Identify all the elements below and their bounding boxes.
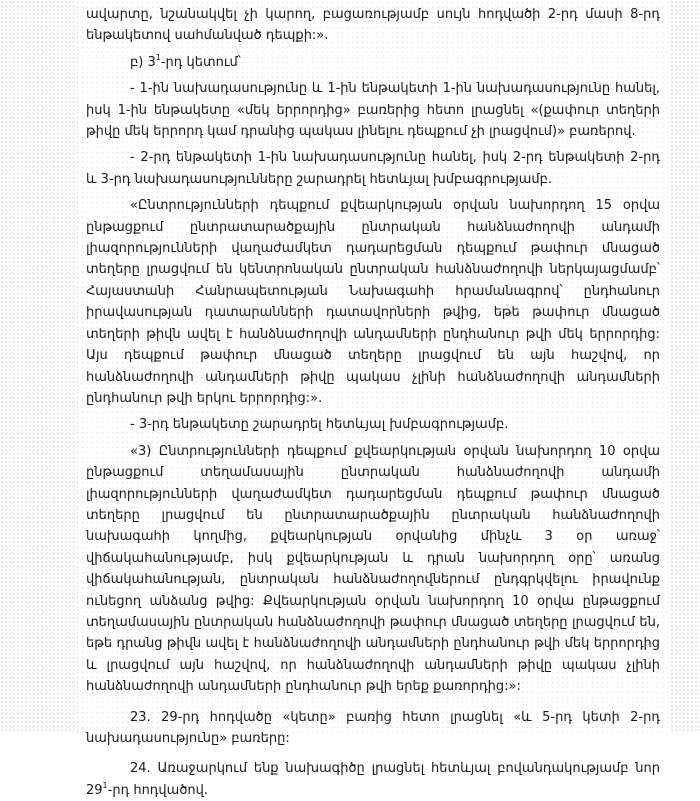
article-24-suffix: -րդ հոդվածով. [107, 782, 209, 798]
dash-item-2: - 2-րդ ենթակետի 1-ին նախադասությունը հանել, իսկ 2-րդ ենթակետի 2-րդ և 3-րդ նախադասությունները շարադրել հետևյալ խմբագրությամբ. [86, 150, 660, 187]
quoted-paragraph-2: «3) Ընտրությունների դեպքում քվեարկության օրվան նախորդող 10 օրվա ընթացքում տեղամասային ընտրական հանձնաժողովի անդամի լիազորությունների վաղաժամկետ դադարեցման դեպքում թափուր մնացած տեղերը լրացվում են ընտրատարածքային ընտրական հանձնաժողովի նախագահի կողմից, քվեարկության օրվանից մինչև 3 օր առաջ՝ վիճակահանությամբ, իսկ քվեարկության և դրան նախորդող օրը՝ առանց վիճակահանության, ընտրական հանձնաժողովներում ընդգրկվելու իրավունք ունեցող անձանց թվից: Քվեարկության օրվան նախորդող 10 օրվա ընթացքում տեղամասային ընտրական հանձնաժողովի թափուր մնացած տեղերը լրացվում են, եթե դրանց թիվն ավել է հանձնաժողովի անդամների ընդհանուր թվի մեկ երրորդից և լրացվում այն հաշվով, որ հանձնաժողովի անդամների թիվը պակաս չլինի հանձնաժողովի անդամների ընդհանուր թվի երեք քառորդից:»: [86, 443, 660, 695]
article-24-amendment [86, 758, 660, 801]
subsection-b-prefix: բ) 3 [130, 54, 156, 70]
superscript-1: 1 [155, 52, 161, 62]
subsection-b-suffix: -րդ կետում՝ [160, 54, 241, 70]
article-23-amendment: 23. 29-րդ հոդվածը «կետը» բառից հետո լրացնել «և 5-րդ կետի 2-րդ նախադասությունը» բառերը: [86, 709, 660, 746]
paragraph-continuation: ավարտը, նշանակվել չի կարող, բացառությամբ սույն հոդվածի 2-րդ մասի 8-րդ ենթակետով սահմանված դեպքի:». [86, 7, 660, 44]
dash-item-1: - 1-ին նախադասությունը և 1-ին ենթակետի 1-ին նախադասությունը հանել, իսկ 1-ին ենթակետը «մեկ երրորդից» բառերից հետո լրացնել «(քափուր տեղերի թիվը մեկ երրորդ կամ դրանից պակաս լինելու դեպքում չի լրացվում)» բառերով. [86, 81, 660, 140]
article-24-prefix: 24. Առաջարկում ենք նախագիծը լրացնել հետևյալ բովանդակությամբ նոր 29 [86, 761, 660, 798]
quoted-paragraph-1: «Ընտրությունների դեպքում քվեարկության օրվան նախորդող 15 օրվա ընթացքում ընտրատարածքային ընտրական հանձնաժողովի անդամի լիազորությունների վաղաժամկետ դադարեցման դեպքում թափուր մնացած տեղերը լրացվում են կենտրոնական ընտրական հանձնաժողովի ներկայացմամբ՝ Հայաստանի Հանրապետության Նախագահի հրամանագրով՝ ընդհանուր իրավասության դատարանների դատավորների թվից, եթե թափուր մնացած տեղերի թիվն ավել է հանձնաժողովի անդամների ընդհանուր թվի մեկ երրորդից: Այս դեպքում թափուր մնացած տեղերը լրացվում են այն հաշվով, որ հանձնաժողովի անդամների թիվը պակաս չլինի հանձնաժողովի անդամների ընդհանուր թվի երկու երրորդից:». [86, 198, 660, 406]
superscript-1-article: 1 [102, 780, 108, 790]
dash-item-3: - 3-րդ ենթակետը շարադրել հետևյալ խմբագրությամբ. [130, 417, 509, 433]
subsection-b-heading [86, 52, 660, 73]
